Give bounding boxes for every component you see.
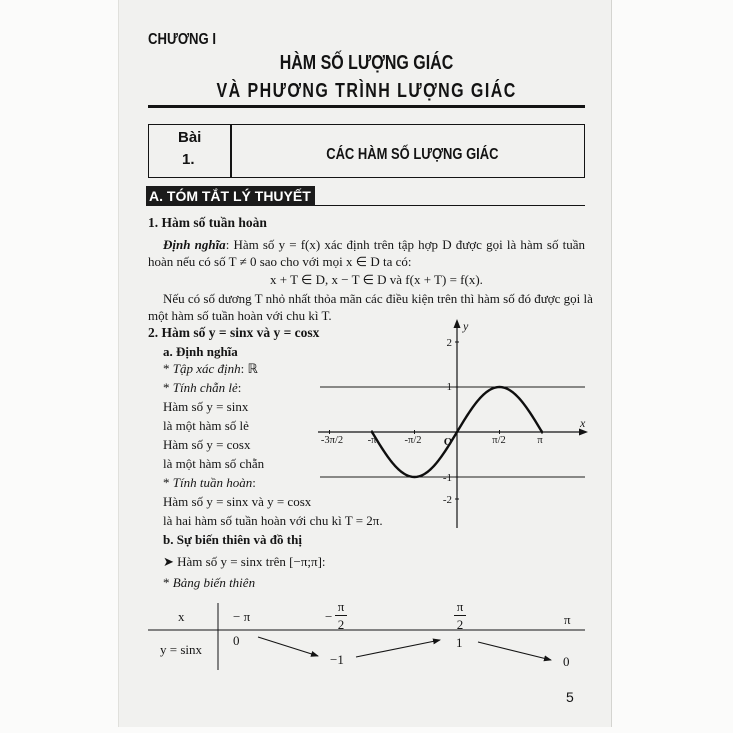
periodicity-prefix: *: [163, 475, 173, 490]
chapter-title-line1: [148, 51, 585, 75]
parity-text-line: là một hàm số lẻ: [163, 418, 249, 433]
table-y-min: −1: [330, 652, 344, 667]
definition-line1-text: : Hàm số y = f(x) xác định trên tập hợp D được gọi là hàm số tuần: [225, 237, 585, 252]
periodicity-text-line: Hàm số y = sinx và y = cosx: [163, 494, 312, 509]
parity-prefix: *: [163, 380, 173, 395]
periodic-heading: 1. Hàm số tuần hoàn: [148, 215, 267, 230]
domain-line: [163, 361, 258, 377]
domain-value: : ℝ: [240, 361, 258, 376]
lesson-title-text: CÁC HÀM SỐ LƯỢNG GIÁC: [326, 146, 499, 163]
parity-label: Tính chẵn lẻ: [172, 380, 238, 395]
decreasing-arrow-icon: [478, 642, 551, 660]
table-y-end: 0: [563, 654, 570, 669]
fraction-denominator: 2: [456, 617, 464, 632]
lesson-number: 1.: [182, 151, 195, 168]
fraction-denominator: 2: [337, 617, 345, 632]
x-tick-label: π: [537, 435, 543, 446]
title-rule: [148, 105, 585, 108]
decreasing-arrow-icon: [258, 637, 318, 656]
section-a-header: [146, 186, 315, 206]
y-tick-label: -2: [442, 494, 452, 506]
page-number: 5: [566, 689, 574, 705]
y-tick-label: -1: [442, 472, 452, 484]
domain-prefix: *: [163, 361, 173, 376]
x-tick-label: -3π/2: [320, 435, 344, 446]
y-axis-arrow-icon: [454, 319, 461, 328]
x-tick-label: -π/2: [404, 435, 422, 446]
y-tick-label: 2: [446, 337, 452, 349]
x-tick-label: -π: [367, 435, 377, 446]
table-y-label: y = sinx: [160, 642, 203, 657]
fraction-numerator: π: [337, 599, 345, 614]
parity-text-line: là một hàm số chẵn: [163, 456, 265, 471]
chapter-title-line1-text: HÀM SỐ LƯỢNG GIÁC: [279, 52, 454, 74]
definition-label: Định nghĩa: [163, 237, 226, 252]
section-a-underline: [315, 205, 585, 206]
fraction-bar: [335, 615, 347, 616]
period-line1: Nếu có số dương T nhỏ nhất thỏa mãn các điều kiện trên thì hàm số đó được gọi là: [163, 291, 593, 306]
chapter-title-line2: [148, 79, 585, 103]
table-x-neg-sign: −: [325, 609, 333, 624]
table-y-max: 1: [456, 635, 463, 650]
table-x-label: x: [178, 609, 185, 624]
table-caption-prefix: *: [163, 575, 173, 590]
parity-text-line: Hàm số y = cosx: [163, 437, 251, 452]
origin-label: O: [443, 436, 453, 448]
sine-interval-line: ➤ Hàm số y = sinx trên [−π;π]:: [163, 554, 326, 569]
y-axis-label: y: [463, 319, 469, 333]
table-x-neg-half-pi: [334, 600, 348, 632]
table-x-end: π: [564, 612, 571, 627]
chapter-title-line2-text: VÀ PHƯƠNG TRÌNH LƯỢNG GIÁC: [216, 80, 517, 102]
fraction-bar: [454, 615, 466, 616]
definition-line1: [163, 237, 585, 253]
periodicity-text-line: là hai hàm số tuần hoàn với chu kì T = 2π.: [163, 513, 383, 528]
definition-subheading: a. Định nghĩa: [163, 344, 238, 359]
periodicity-label: Tính tuần hoàn: [172, 475, 253, 490]
periodic-condition-formula: x + T ∈ D, x − T ∈ D và f(x + T) = f(x).: [270, 272, 483, 287]
variation-subheading: b. Sự biến thiên và đồ thị: [163, 532, 302, 547]
table-x-start: − π: [233, 609, 251, 624]
variation-table-lines: [140, 596, 595, 676]
increasing-arrow-icon: [356, 640, 440, 657]
sin-cos-heading: 2. Hàm số y = sinx và y = cosx: [148, 325, 320, 340]
domain-label: Tập xác định: [172, 361, 241, 376]
table-caption: [163, 575, 255, 591]
table-y-start: 0: [233, 633, 240, 648]
x-tick-label: π/2: [492, 435, 506, 446]
chapter-label: [148, 31, 231, 49]
lesson-bai-label: Bài: [178, 129, 202, 146]
parity-line: [163, 380, 241, 396]
section-a-title: A. TÓM TẮT LÝ THUYẾT: [149, 188, 311, 204]
x-axis-label: x: [580, 416, 586, 430]
definition-line2: hoàn nếu có số T ≠ 0 sao cho với mọi x ∈ D ta có:: [148, 254, 412, 269]
periodicity-line: [163, 475, 256, 491]
y-tick-label: 1: [446, 381, 452, 393]
parity-text-line: Hàm số y = sinx: [163, 399, 249, 414]
parity-suffix: :: [237, 380, 242, 395]
table-caption-label: Bảng biến thiên: [172, 575, 256, 590]
period-line2: một hàm số tuần hoàn với chu kì T.: [148, 308, 332, 323]
periodicity-suffix: :: [252, 475, 256, 490]
fraction-numerator: π: [456, 599, 464, 614]
lesson-box-divider: [230, 124, 232, 178]
table-x-half-pi: [453, 600, 467, 632]
sine-graph: [310, 316, 595, 531]
chapter-label-text: CHƯƠNG I: [148, 31, 216, 48]
lesson-title: [240, 145, 585, 165]
